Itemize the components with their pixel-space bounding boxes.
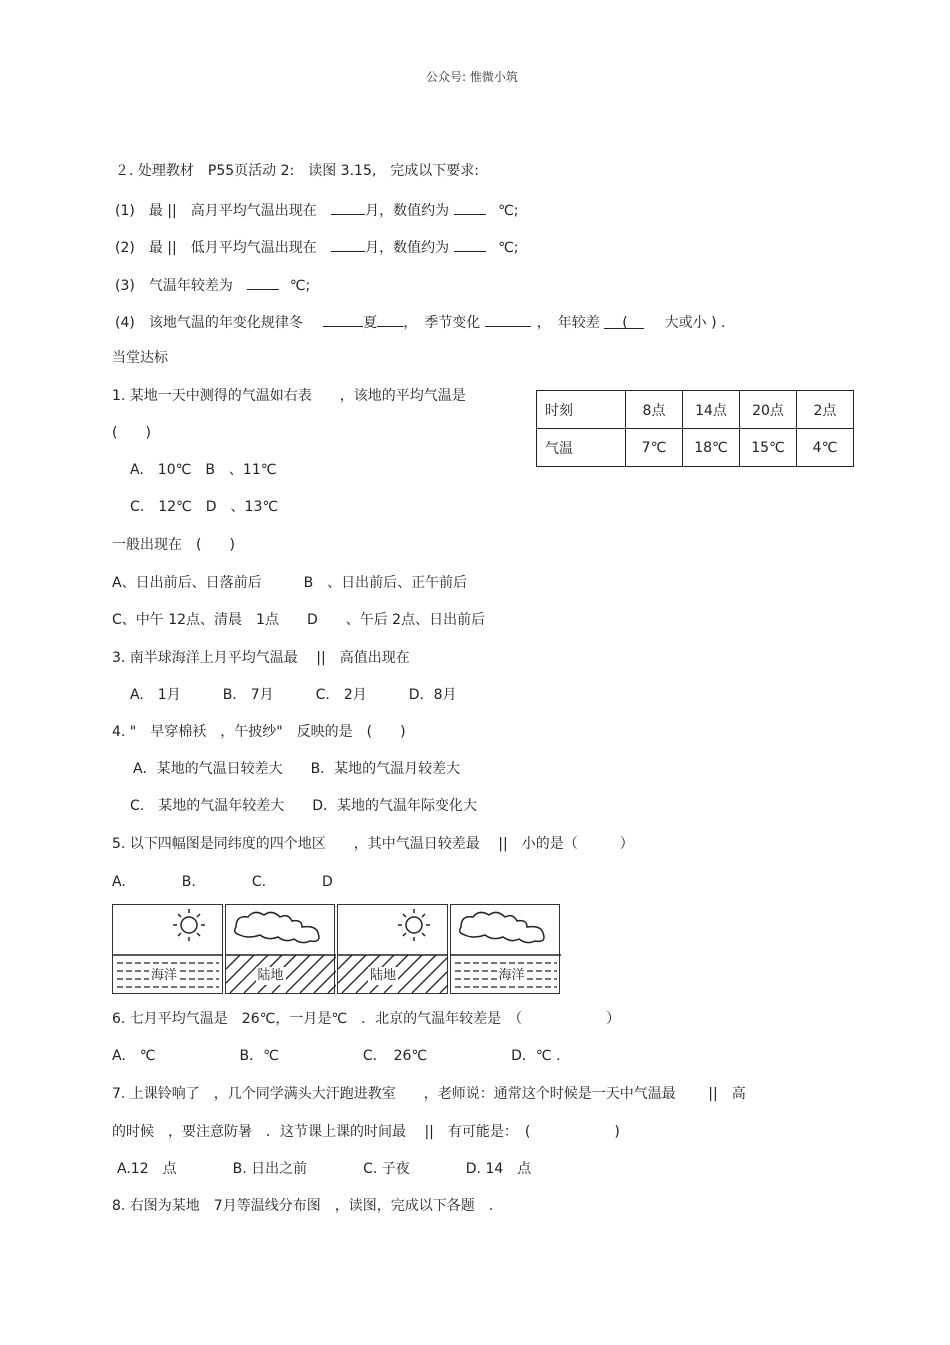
panel-label: 海洋: [151, 968, 178, 983]
panel-a: [112, 904, 223, 994]
answer-blank[interactable]: (: [604, 314, 644, 329]
answer-blank[interactable]: [485, 312, 531, 327]
question-1: 1. 某地一天中测得的气温如右表 ，该地的平均气温是: [112, 388, 466, 404]
panel-label: 陆地: [257, 968, 284, 983]
table-cell: 2点: [797, 391, 854, 429]
cloud-icon: [234, 912, 318, 942]
question-2: 一般出现在 ( ): [112, 537, 235, 553]
table-header-cell: 时刻: [537, 391, 626, 429]
question-6: 6. 七月平均气温是 26℃，一月是℃ ．北京的气温年较差是 （ ）: [112, 1011, 621, 1027]
table-cell: 4℃: [797, 429, 854, 467]
section-title: 当堂达标: [112, 350, 168, 366]
table-cell: 14点: [683, 391, 740, 429]
question-7-line2: 的时候 ，要注意防暑 ．这节课上课的时间最 || 有可能是： ( ): [112, 1124, 620, 1140]
answer-blank[interactable]: [377, 312, 403, 327]
answer-blank[interactable]: [331, 200, 365, 215]
table-cell: 18℃: [683, 429, 740, 467]
answer-blank[interactable]: [323, 312, 363, 327]
question-4: 4. " 早穿棉袄 ，午披纱" 反映的是 ( ): [112, 724, 406, 740]
question-8: 8. 右图为某地 7月等温线分布图 ，读图，完成以下各题 .: [112, 1198, 494, 1214]
answer-blank[interactable]: [454, 237, 486, 252]
page-header: 公众号: 惟微小筑: [426, 70, 518, 84]
activity-q3: (3) 气温年较差为 ℃;: [115, 275, 310, 295]
question-3: 3. 南半球海洋上月平均气温最 || 高值出现在: [112, 650, 410, 666]
question-4-options-cd: C. 某地的气温年较差大 D．某地的气温年际变化大: [130, 798, 478, 814]
activity-q2: (2) 最 || 低月平均气温出现在 月，数值约为 ℃;: [115, 237, 519, 257]
question-1-options-ab: A. 10℃ B 、11℃: [130, 462, 277, 478]
question-2-options-cd: C、中午 12点、清晨 1点 D 、午后 2点、日出前后: [112, 612, 486, 628]
climate-panels: [112, 904, 562, 994]
cloud-icon: [459, 912, 543, 942]
question-2-options-ab: A、日出前后、日落前后 B 、日出前后、正午前后: [112, 575, 468, 591]
question-6-options: A. ℃ B．℃ C． 26℃ D．℃ .: [112, 1048, 561, 1064]
question-1-paren: ( ): [112, 425, 151, 441]
panel-b: [225, 904, 336, 994]
activity-q1: (1) 最 || 高月平均气温出现在 月，数值约为 ℃;: [115, 200, 519, 220]
table-cell: 20点: [740, 391, 797, 429]
table-row: [537, 429, 854, 467]
table-cell: 15℃: [740, 429, 797, 467]
question-1-options-cd: C. 12℃ D 、13℃: [130, 499, 279, 515]
answer-blank[interactable]: [454, 200, 486, 215]
table-cell: 8点: [626, 391, 683, 429]
question-5-labels: A. B. C. D: [112, 874, 333, 890]
question-7-options: A.12 点 B. 日出之前 C. 子夜 D. 14 点: [117, 1161, 532, 1177]
panel-label: 陆地: [370, 968, 397, 983]
sun-icon: [398, 909, 430, 941]
temperature-table: [536, 390, 854, 467]
panel-label: 海洋: [498, 968, 525, 983]
activity-q4: (4) 该地气温的年变化规律冬 夏 ， 季节变化 ， 年较差 ( 大或小 ) .: [115, 312, 725, 332]
question-5: 5. 以下四幅图是同纬度的四个地区 ，其中气温日较差最 || 小的是（ ）: [112, 836, 634, 852]
answer-blank[interactable]: [331, 237, 365, 252]
table-row: [537, 391, 854, 429]
question-3-options: A. 1月 B. 7月 C. 2月 D．8月: [130, 687, 457, 703]
activity-intro: ２. 处理教材 P55页活动 2: 读图 3.15, 完成以下要求:: [115, 163, 480, 179]
sun-icon: [173, 909, 205, 941]
panel-c: [337, 904, 448, 994]
question-7-line1: 7. 上课铃响了 ，几个同学满头大汗跑进教室 ，老师说：通常这个时候是一天中气温最 || 高: [112, 1086, 746, 1102]
answer-blank[interactable]: [247, 275, 279, 290]
table-header-cell: 气温: [537, 429, 626, 467]
question-4-options-ab: A．某地的气温日较差大 B．某地的气温月较差大: [133, 761, 461, 777]
table-cell: 7℃: [626, 429, 683, 467]
panel-d: [450, 904, 561, 994]
